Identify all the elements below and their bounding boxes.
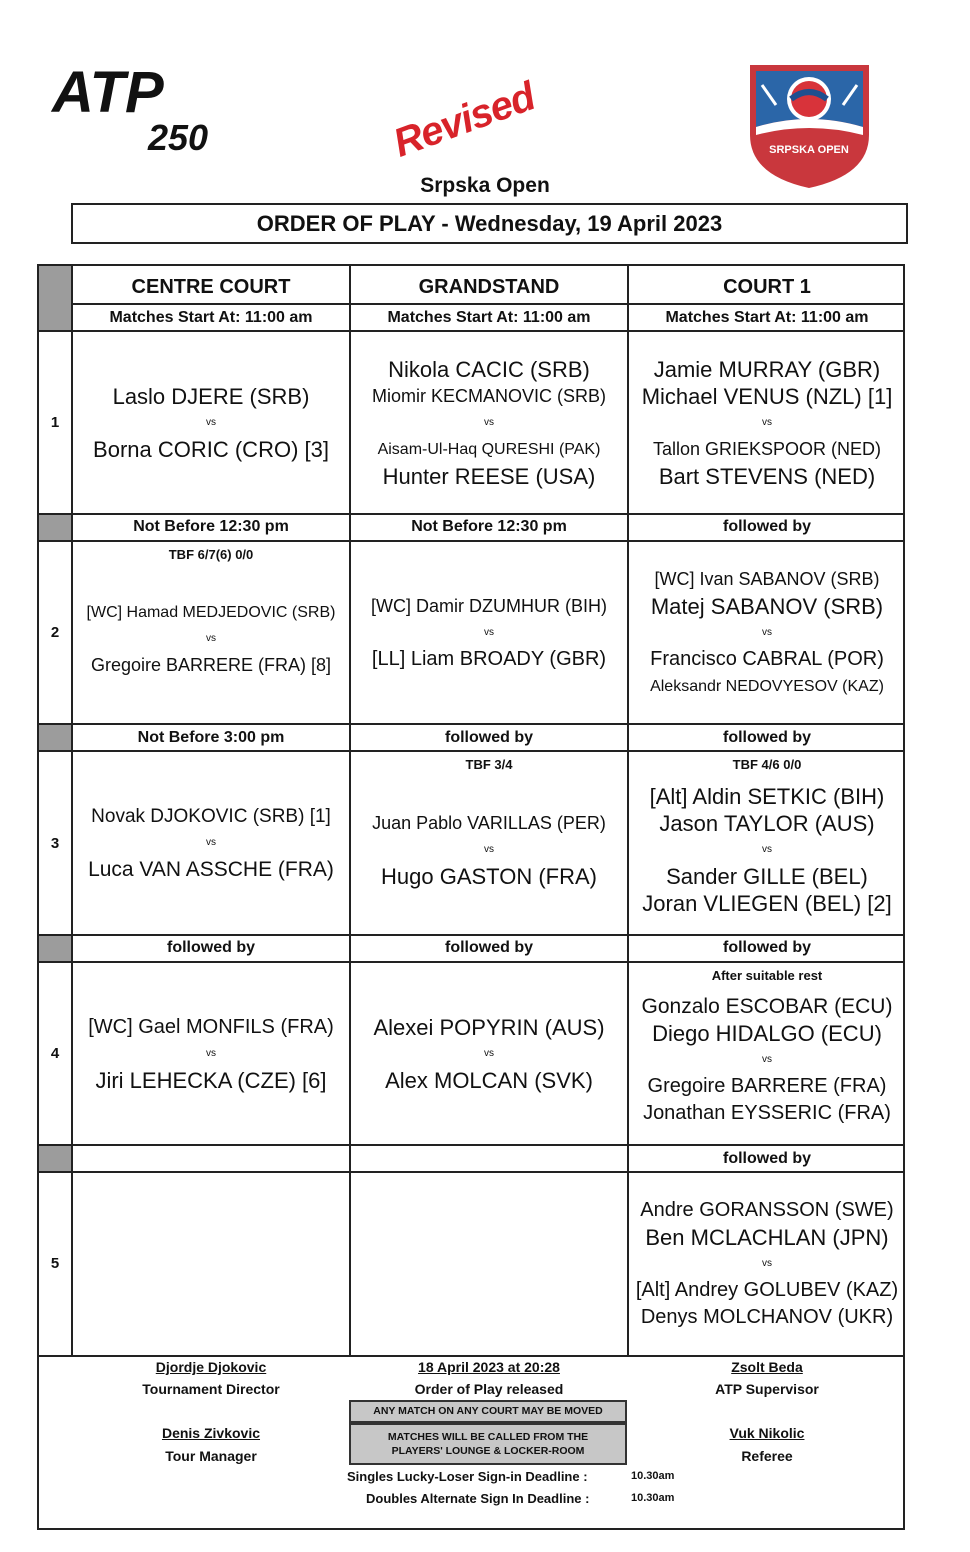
referee-name: Vuk Nikolic (729, 1425, 805, 1441)
match-cell (351, 963, 627, 1144)
tournament-name: Srpska Open (420, 174, 550, 197)
order-of-play-title: ORDER OF PLAY - Wednesday, 19 April 2023 (71, 203, 908, 244)
player-name: Francisco CABRAL (POR) (650, 647, 884, 670)
grid-divider (37, 1144, 905, 1146)
court-header-court1: COURT 1 (723, 276, 811, 298)
match-cell (351, 332, 627, 513)
player-name: Gonzalo ESCOBAR (ECU) (641, 994, 893, 1018)
schedule-note: followed by (445, 939, 533, 956)
player-name: [WC] Ivan SABANOV (SRB) (654, 568, 880, 589)
schedule-note: followed by (723, 1150, 811, 1167)
director-name: Djordje Djokovic (155, 1359, 267, 1375)
player-name: Joran VLIEGEN (BEL) [2] (642, 890, 892, 916)
match-cell (73, 332, 349, 513)
row-number: 5 (50, 1255, 60, 1272)
notice-box: ANY MATCH ON ANY COURT MAY BE MOVED (349, 1400, 627, 1423)
player-name: Ben MCLACHLAN (JPN) (645, 1225, 889, 1250)
court-header-centre: CENTRE COURT (131, 276, 291, 298)
player-name: Jason TAYLOR (AUS) (659, 810, 875, 836)
player-name: Luca VAN ASSCHE (FRA) (88, 858, 334, 881)
score-note: TBF 4/6 0/0 (732, 757, 802, 772)
player-name: Andre GORANSSON (SWE) (640, 1199, 894, 1221)
player-name: [WC] Hamad MEDJEDOVIC (SRB) (86, 604, 336, 621)
release-label: Order of Play released (414, 1381, 564, 1397)
player-name: [WC] Damir DZUMHUR (BIH) (371, 595, 607, 616)
row-number: 2 (50, 624, 60, 641)
player-name: Denys MOLCHANOV (UKR) (640, 1306, 894, 1328)
grid-divider (37, 934, 905, 936)
player-name: [Alt] Aldin SETKIC (BIH) (649, 783, 885, 809)
player-name: Nikola CACIC (SRB) (388, 356, 590, 382)
player-name: Aleksandr NEDOVYESOV (KAZ) (650, 677, 884, 695)
match-cell (351, 765, 627, 934)
vs-label: vs (206, 1047, 216, 1059)
event-logo-text: SRPSKA OPEN (769, 144, 849, 156)
player-name: [WC] Gael MONFILS (FRA) (88, 1015, 334, 1038)
release-time: 18 April 2023 at 20:28 (418, 1359, 560, 1375)
court-start-time: Matches Start At: 11:00 am (387, 309, 591, 326)
player-name: Hunter REESE (USA) (382, 463, 596, 489)
row-header-shade (39, 1146, 71, 1171)
player-name: Michael VENUS (NZL) [1] (641, 383, 893, 409)
srpska-open-logo (742, 55, 877, 190)
player-name: Alex MOLCAN (SVK) (385, 1067, 593, 1093)
row-header-shade (39, 725, 71, 750)
score-note: TBF 3/4 (465, 757, 513, 772)
vs-label: vs (762, 626, 772, 638)
player-name: Matej SABANOV (SRB) (650, 593, 884, 619)
court-start-time: Matches Start At: 11:00 am (665, 309, 869, 326)
vs-label: vs (762, 416, 772, 428)
vs-label: vs (484, 416, 494, 428)
notice-box (349, 1423, 627, 1465)
vs-label: vs (762, 1053, 772, 1065)
notice-line: MATCHES WILL BE CALLED FROM THE (387, 1431, 589, 1443)
schedule-note: followed by (445, 729, 533, 746)
grid-divider (37, 303, 905, 305)
match-cell (73, 752, 349, 934)
atp-logo-text: ATP (52, 62, 164, 125)
player-name: Aisam-Ul-Haq QURESHI (PAK) (377, 440, 601, 458)
player-name: Sander GILLE (BEL) (666, 863, 868, 889)
schedule-note: followed by (723, 939, 811, 956)
vs-label: vs (762, 1258, 772, 1269)
singles-deadline-label: Singles Lucky-Loser Sign-in Deadline : (347, 1469, 588, 1484)
vs-label: vs (484, 1047, 494, 1059)
manager-role: Tour Manager (165, 1448, 257, 1464)
vs-label: vs (762, 843, 772, 855)
court-header-grandstand: GRANDSTAND (418, 276, 560, 298)
match-cell (629, 332, 905, 513)
grid-divider (37, 723, 905, 725)
score-note: After suitable rest (711, 968, 823, 983)
player-name: [LL] Liam BROADY (GBR) (371, 647, 607, 670)
atp-logo-number: 250 (148, 117, 209, 157)
schedule-note: followed by (723, 729, 811, 746)
player-name: Miomir KECMANOVIC (SRB) (371, 385, 606, 406)
referee-role: Referee (741, 1448, 793, 1464)
match-cell (629, 975, 905, 1144)
singles-deadline-time: 10.30am (631, 1470, 675, 1482)
player-name: Tallon GRIEKSPOOR (NED) (652, 438, 882, 459)
vs-label: vs (206, 837, 216, 848)
player-name: Jamie MURRAY (GBR) (653, 356, 881, 382)
player-name: Laslo DJERE (SRB) (112, 383, 310, 409)
player-name: Diego HIDALGO (ECU) (652, 1020, 882, 1046)
player-name: Novak DJOKOVIC (SRB) [1] (91, 806, 331, 827)
doubles-deadline-time: 10.30am (631, 1492, 675, 1504)
player-name: Alexei POPYRIN (AUS) (373, 1014, 605, 1040)
row-header-shade (39, 936, 71, 961)
row-number: 1 (50, 414, 60, 431)
supervisor-name: Zsolt Beda (731, 1359, 803, 1375)
row-number: 3 (50, 835, 60, 852)
grid-divider (37, 513, 905, 515)
court-start-time: Matches Start At: 11:00 am (109, 309, 313, 326)
row-header-shade (39, 515, 71, 540)
player-name: Jonathan EYSSERIC (FRA) (643, 1101, 891, 1124)
supervisor-role: ATP Supervisor (715, 1381, 819, 1397)
row-number: 4 (50, 1045, 60, 1062)
schedule-note: Not Before 12:30 pm (133, 518, 289, 535)
player-name: Borna CORIC (CRO) [3] (93, 436, 329, 462)
match-cell (629, 765, 905, 934)
schedule-note: Not Before 3:00 pm (137, 729, 285, 746)
vs-label: vs (484, 843, 494, 855)
player-name: Bart STEVENS (NED) (658, 463, 876, 489)
player-name: [Alt] Andrey GOLUBEV (KAZ) (635, 1279, 899, 1301)
schedule-note: followed by (723, 518, 811, 535)
match-cell (629, 542, 905, 723)
schedule-note: Not Before 12:30 pm (411, 518, 567, 535)
grid-divider (37, 1355, 905, 1357)
score-note: TBF 6/7(6) 0/0 (168, 547, 254, 562)
match-cell (629, 1173, 905, 1355)
manager-name: Denis Zivkovic (161, 1425, 261, 1441)
match-cell (73, 555, 349, 723)
director-role: Tournament Director (142, 1381, 280, 1397)
corner-shade (39, 266, 71, 330)
vs-label: vs (206, 633, 216, 644)
schedule-note: followed by (167, 939, 255, 956)
player-name: Gregoire BARRERE (FRA) [8] (90, 655, 332, 675)
player-name: Gregoire BARRERE (FRA) (647, 1074, 887, 1097)
notice-line: PLAYERS' LOUNGE & LOCKER-ROOM (391, 1445, 585, 1457)
vs-label: vs (484, 626, 494, 638)
match-cell (73, 963, 349, 1144)
player-name: Juan Pablo VARILLAS (PER) (372, 812, 606, 833)
atp-250-logo (50, 62, 225, 157)
revised-stamp: Revised (387, 74, 541, 166)
player-name: Jiri LEHECKA (CZE) [6] (95, 1067, 327, 1093)
match-cell (351, 542, 627, 723)
player-name: Hugo GASTON (FRA) (381, 863, 597, 889)
vs-label: vs (206, 416, 216, 428)
doubles-deadline-label: Doubles Alternate Sign In Deadline : (366, 1491, 590, 1506)
